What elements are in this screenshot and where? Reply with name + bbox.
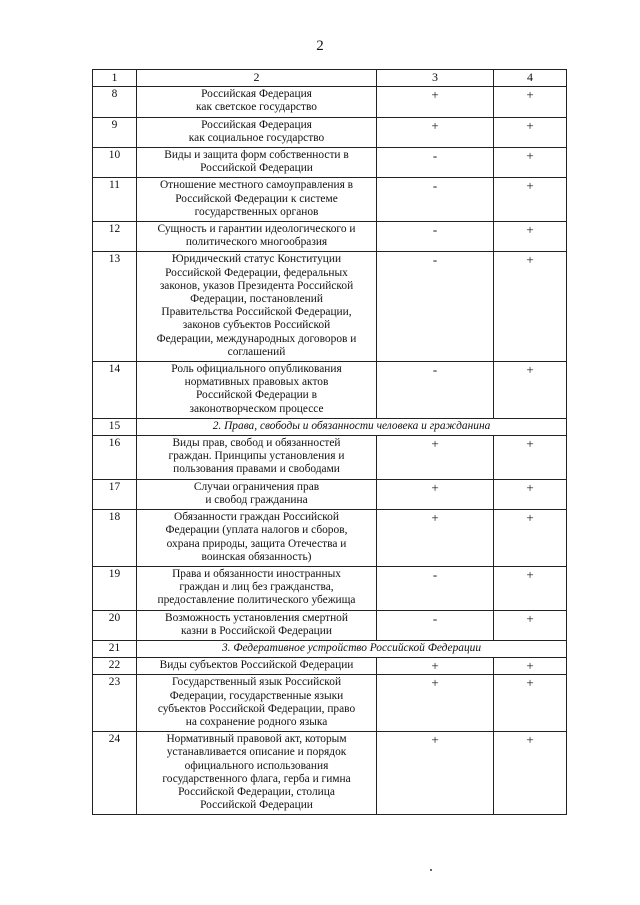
column-4-mark: + [494, 510, 567, 567]
column-3-mark: + [377, 732, 494, 815]
row-number: 23 [93, 675, 137, 732]
row-description [137, 658, 377, 675]
document-table [92, 69, 567, 815]
section-title: 3. Федеративное устройство Российской Федерации [137, 640, 567, 657]
description-line: Российской Федерации [200, 162, 313, 175]
description-line: Виды и защита форм собственности в [164, 149, 349, 162]
description-line: граждан и лиц без гражданства, [179, 581, 334, 594]
speck-mark [430, 869, 432, 871]
row-description [137, 610, 377, 640]
column-4-mark: + [494, 436, 567, 480]
row-description [137, 252, 377, 362]
table-row [93, 566, 567, 610]
section-row [93, 640, 567, 657]
description-line: Права и обязанности иностранных [172, 567, 341, 580]
description-line: Российской Федерации, столица [178, 785, 335, 798]
column-3-mark: - [377, 148, 494, 178]
description-line: Российская Федерация [201, 88, 312, 101]
description-line: Отношение местного самоуправления в [159, 179, 354, 192]
row-description [137, 510, 377, 567]
column-3-mark: - [377, 222, 494, 252]
column-3-mark: + [377, 658, 494, 675]
row-number: 12 [93, 222, 137, 252]
description-line: законов субъектов Российской [182, 319, 331, 332]
column-4-mark: + [494, 362, 567, 419]
column-3-mark: - [377, 362, 494, 419]
column-4-mark: + [494, 117, 567, 147]
description-line: как социальное государство [188, 131, 325, 144]
description-line: официального использования [184, 759, 329, 772]
row-number: 10 [93, 148, 137, 178]
column-4-mark: + [494, 178, 567, 222]
row-number: 11 [93, 178, 137, 222]
description-line: Юридический статус Конституции [171, 253, 342, 266]
description-line: Виды прав, свобод и обязанностей [172, 437, 341, 450]
row-number: 21 [93, 640, 137, 657]
description-line: нормативных правовых актов [184, 376, 329, 389]
column-4-mark: + [494, 87, 567, 117]
row-number: 17 [93, 479, 137, 509]
description-line: устанавливается описание и порядок [166, 746, 347, 759]
page-number: 2 [316, 38, 324, 54]
table-row [93, 362, 567, 419]
description-line: Российской Федерации [200, 799, 313, 812]
table-row [93, 732, 567, 815]
table-row [93, 436, 567, 480]
column-4-mark: + [494, 732, 567, 815]
table-row [93, 658, 567, 675]
description-line: Роль официального опубликования [171, 363, 342, 376]
description-line: законов, указов Президента Российской [159, 279, 354, 292]
row-description [137, 178, 377, 222]
column-3-mark: - [377, 610, 494, 640]
description-line: соглашений [227, 345, 286, 358]
row-number: 19 [93, 566, 137, 610]
description-line: и свобод гражданина [205, 493, 308, 506]
description-line: Федерации, международных договоров и [156, 332, 357, 345]
description-line: Федерации, постановлений [190, 293, 323, 306]
description-line: как светское государство [196, 101, 317, 114]
column-4-mark: + [494, 479, 567, 509]
row-number: 9 [93, 117, 137, 147]
description-line: Российской Федерации в [195, 389, 317, 402]
table-row [93, 675, 567, 732]
description-line: воинская обязанность) [201, 550, 312, 563]
column-4-mark: + [494, 675, 567, 732]
row-number: 13 [93, 252, 137, 362]
description-line: Федерации (уплата налогов и сборов, [165, 524, 348, 537]
header-col-1: 1 [93, 70, 137, 87]
description-line: Федерации, государственные языки [169, 689, 344, 702]
description-line: граждан. Принципы установления и [168, 450, 345, 463]
row-number: 15 [93, 418, 137, 435]
table-row [93, 87, 567, 117]
header-col-3: 3 [377, 70, 494, 87]
column-3-mark: - [377, 178, 494, 222]
column-4-mark: + [494, 252, 567, 362]
description-line: Случаи ограничения прав [193, 480, 320, 493]
table-row [93, 252, 567, 362]
row-description [137, 566, 377, 610]
column-3-mark: - [377, 566, 494, 610]
column-3-mark: - [377, 252, 494, 362]
column-4-mark: + [494, 610, 567, 640]
description-line: законотворческом процессе [189, 402, 324, 415]
table-header-row [93, 70, 567, 87]
row-description [137, 675, 377, 732]
row-description [137, 148, 377, 178]
row-description [137, 732, 377, 815]
section-title: 2. Права, свободы и обязанности человека и гражданина [137, 418, 567, 435]
description-line: казни в Российской Федерации [181, 624, 332, 637]
table-row [93, 178, 567, 222]
description-line: субъектов Российской Федерации, право [157, 702, 356, 715]
column-4-mark: + [494, 658, 567, 675]
column-3-mark: + [377, 87, 494, 117]
row-number: 16 [93, 436, 137, 480]
column-4-mark: + [494, 222, 567, 252]
description-line: Возможность установления смертной [165, 611, 348, 624]
description-line: Правительства Российской Федерации, [161, 306, 352, 319]
row-description [137, 479, 377, 509]
description-line: пользования правами и свободами [173, 463, 340, 476]
description-line: Обязанности граждан Российской [174, 511, 339, 524]
section-row [93, 418, 567, 435]
column-4-mark: + [494, 566, 567, 610]
row-description [137, 362, 377, 419]
column-3-mark: + [377, 675, 494, 732]
row-description [137, 436, 377, 480]
column-3-mark: + [377, 436, 494, 480]
row-number: 14 [93, 362, 137, 419]
description-line: Российской Федерации к системе [175, 192, 338, 205]
table-body [93, 70, 567, 815]
column-3-mark: + [377, 479, 494, 509]
table-row [93, 479, 567, 509]
description-line: государственных органов [194, 205, 319, 218]
description-line: Государственный язык Российской [171, 676, 342, 689]
description-line: Российской Федерации, федеральных [165, 266, 348, 279]
row-number: 8 [93, 87, 137, 117]
column-3-mark: + [377, 117, 494, 147]
row-number: 20 [93, 610, 137, 640]
description-line: государственного флага, герба и гимна [162, 772, 351, 785]
description-line: политического многообразия [185, 236, 328, 249]
description-line: охрана природы, защита Отечества и [166, 537, 347, 550]
description-line: на сохранение родного языка [185, 715, 328, 728]
description-line: Виды субъектов Российской Федерации [159, 659, 354, 672]
row-number: 18 [93, 510, 137, 567]
row-description [137, 87, 377, 117]
table-row [93, 117, 567, 147]
row-number: 24 [93, 732, 137, 815]
table-row [93, 510, 567, 567]
description-line: Нормативный правовой акт, которым [166, 733, 347, 746]
row-description [137, 117, 377, 147]
table-row [93, 222, 567, 252]
row-number: 22 [93, 658, 137, 675]
row-description [137, 222, 377, 252]
column-4-mark: + [494, 148, 567, 178]
table-row [93, 610, 567, 640]
table-row [93, 148, 567, 178]
description-line: Российская Федерация [201, 118, 312, 131]
column-3-mark: + [377, 510, 494, 567]
header-col-4: 4 [494, 70, 567, 87]
header-col-2: 2 [137, 70, 377, 87]
description-line: Сущность и гарантии идеологического и [157, 223, 356, 236]
description-line: предоставление политического убежища [157, 594, 356, 607]
